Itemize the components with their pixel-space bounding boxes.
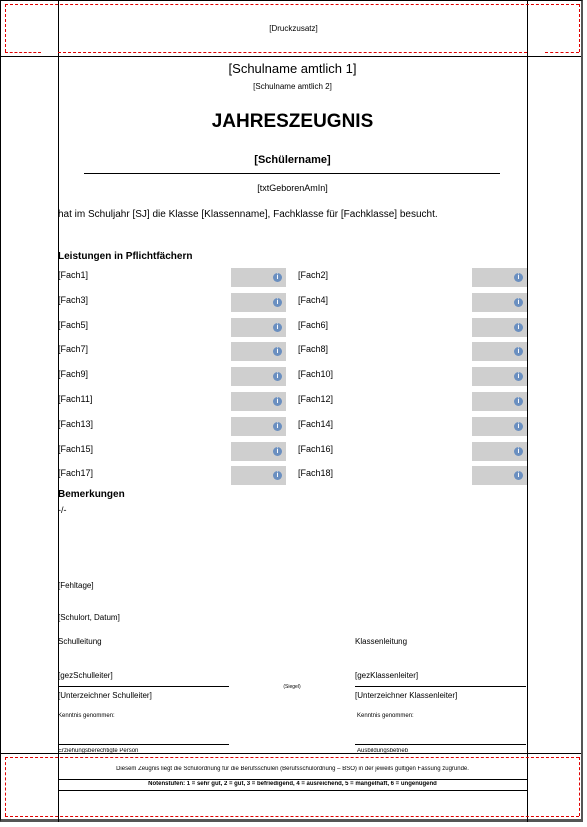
header-separator (1, 56, 581, 57)
school-name-1: [Schulname amtlich 1] (228, 61, 357, 76)
gez-schulleiter: [gezSchulleiter] (58, 671, 113, 680)
subject-label-right: [Fach8] (298, 344, 329, 354)
info-icon[interactable]: i (514, 447, 523, 456)
header-guide-bottom (58, 52, 527, 53)
grade-field-right[interactable] (472, 466, 527, 485)
student-name: [Schülername] (254, 154, 331, 166)
subject-label-left: [Fach15] (58, 444, 94, 454)
info-icon[interactable]: i (514, 372, 523, 381)
schulleitung-label: Schulleitung (58, 637, 102, 646)
subject-label-left: [Fach9] (58, 369, 89, 379)
info-icon[interactable]: i (514, 298, 523, 307)
info-icon[interactable]: i (273, 471, 282, 480)
bemerkungen-text: -/- (58, 505, 67, 515)
info-icon[interactable]: i (273, 323, 282, 332)
druckzusatz: [Druckzusatz] (269, 24, 318, 33)
info-icon[interactable]: i (273, 397, 282, 406)
subject-label-left: [Fach5] (58, 320, 89, 330)
school-name-2: [Schulname amtlich 2] (253, 82, 332, 91)
subject-label-left: [Fach1] (58, 270, 89, 280)
subject-label-right: [Fach2] (298, 270, 329, 280)
kenntnis-left: Kenntnis genommen: (58, 713, 115, 719)
grade-field-left[interactable] (231, 268, 286, 287)
footer-guide-left (5, 757, 6, 816)
siegel: (Siegel) (283, 684, 301, 690)
unterzeichner-schulleiter: [Unterzeichner Schulleiter] (58, 691, 152, 700)
klassenleiter-signature-line (355, 686, 526, 687)
grade-field-right[interactable] (472, 367, 527, 386)
fehltage: [Fehltage] (58, 581, 94, 590)
info-icon[interactable]: i (273, 298, 282, 307)
info-icon[interactable]: i (514, 273, 523, 282)
footer-rule-2 (58, 790, 527, 791)
info-icon[interactable]: i (273, 372, 282, 381)
header-guide-top (5, 4, 579, 5)
info-icon[interactable]: i (514, 347, 523, 356)
erziehung-signature-line (58, 744, 229, 745)
info-icon[interactable]: i (514, 397, 523, 406)
grade-field-right[interactable] (472, 293, 527, 312)
subject-label-left: [Fach11] (58, 394, 93, 404)
gez-klassenleiter: [gezKlassenleiter] (355, 671, 419, 680)
header-guide-bottom-right (545, 52, 579, 53)
ausbildung-signature-line (355, 744, 526, 745)
grade-field-left[interactable] (231, 466, 286, 485)
student-name-underline (84, 173, 500, 174)
grade-field-left[interactable] (231, 293, 286, 312)
info-icon[interactable]: i (273, 422, 282, 431)
grade-field-left[interactable] (231, 367, 286, 386)
info-icon[interactable]: i (514, 323, 523, 332)
info-icon[interactable]: i (514, 422, 523, 431)
grade-field-right[interactable] (472, 392, 527, 411)
grade-field-right[interactable] (472, 417, 527, 436)
footer-line-2: Notenstufen: 1 = sehr gut, 2 = gut, 3 = befriedigend, 4 = ausreichend, 5 = mangelhaft, 6 = ungenügend (148, 781, 437, 787)
attendance-sentence: hat im Schuljahr [SJ] die Klasse [Klassenname], Fachklasse für [Fachklasse] besucht. (58, 209, 438, 220)
footer-rule-1 (58, 779, 527, 780)
info-icon[interactable]: i (273, 273, 282, 282)
footer-guide-top (5, 757, 579, 758)
info-icon[interactable]: i (273, 447, 282, 456)
grade-field-right[interactable] (472, 442, 527, 461)
erziehungsberechtigte-label: Erziehungsberechtigte Person (58, 748, 139, 753)
grade-field-left[interactable] (231, 417, 286, 436)
subject-label-left: [Fach13] (58, 419, 94, 429)
footer-line-1: Diesem Zeugnis liegt die Schulordnung für die Berufsschulen (Berufsschulordnung – BSO) in der jeweils gültigen Fassung zugrunde. (116, 766, 469, 772)
subject-label-left: [Fach3] (58, 295, 89, 305)
student-born: [txtGeborenAmIn] (257, 183, 328, 193)
subject-label-right: [Fach16] (298, 444, 334, 454)
footer-guide-bottom (5, 816, 579, 817)
document-title: JAHRESZEUGNIS (211, 111, 374, 132)
grade-field-left[interactable] (231, 342, 286, 361)
leistungen-heading: Leistungen in Pflichtfächern (58, 251, 193, 262)
grade-field-left[interactable] (231, 442, 286, 461)
subject-label-left: [Fach17] (58, 468, 94, 478)
grade-field-left[interactable] (231, 318, 286, 337)
header-guide-bottom-left (5, 52, 41, 53)
grade-field-right[interactable] (472, 342, 527, 361)
subject-label-right: [Fach4] (298, 295, 329, 305)
right-margin-line (527, 0, 528, 822)
grade-field-left[interactable] (231, 392, 286, 411)
schulort-datum: [Schulort, Datum] (58, 613, 120, 622)
subject-label-right: [Fach14] (298, 419, 334, 429)
unterzeichner-klassenleiter: [Unterzeichner Klassenleiter] (355, 691, 458, 700)
ausbildungsbetrieb-label: Ausbildungsbetrieb (357, 748, 409, 753)
grade-field-right[interactable] (472, 268, 527, 287)
bemerkungen-heading: Bemerkungen (58, 489, 125, 500)
schulleiter-signature-line (58, 686, 229, 687)
info-icon[interactable]: i (514, 471, 523, 480)
klassenleitung-label: Klassenleitung (355, 637, 408, 646)
footer-separator (1, 753, 581, 754)
subject-label-right: [Fach18] (298, 468, 334, 478)
subject-label-right: [Fach6] (298, 320, 329, 330)
grade-field-right[interactable] (472, 318, 527, 337)
subject-label-right: [Fach10] (298, 369, 334, 379)
subject-label-left: [Fach7] (58, 344, 89, 354)
kenntnis-right: Kenntnis genommen: (357, 713, 414, 719)
footer-guide-right (579, 757, 580, 816)
info-icon[interactable]: i (273, 347, 282, 356)
subject-label-right: [Fach12] (298, 394, 334, 404)
